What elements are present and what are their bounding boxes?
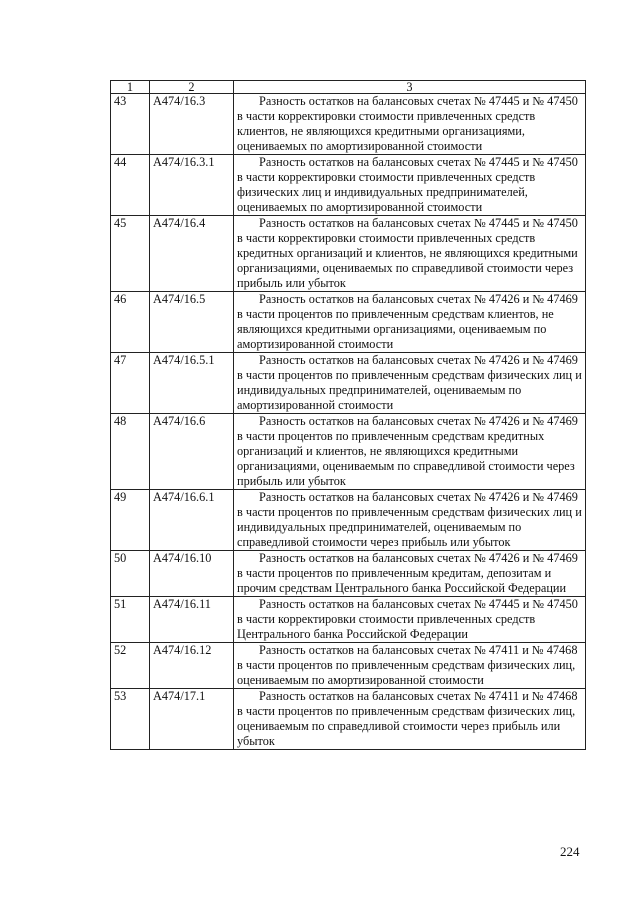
table-row bbox=[111, 414, 586, 490]
data-table bbox=[110, 80, 586, 750]
row-number: 45 bbox=[111, 216, 150, 292]
table-row bbox=[111, 490, 586, 551]
header-row bbox=[111, 81, 586, 94]
row-code: A474/16.6.1 bbox=[150, 490, 234, 551]
row-description: Разность остатков на балансовых счетах № 47445 и № 47450 в части корректировки стоимости привлеченных средств кредитных организаций и клиентов, не являющихся кредитными организациями, оцениваемых по справедливой стоимости через прибыль или убыток bbox=[234, 216, 586, 292]
row-number: 50 bbox=[111, 551, 150, 597]
page-number: 224 bbox=[560, 844, 580, 859]
column-header-1: 1 bbox=[111, 81, 150, 94]
table-row bbox=[111, 597, 586, 643]
table-row bbox=[111, 353, 586, 414]
row-code: A474/16.11 bbox=[150, 597, 234, 643]
row-number: 44 bbox=[111, 155, 150, 216]
row-description: Разность остатков на балансовых счетах № 47445 и № 47450 в части корректировки стоимости привлеченных средств клиентов, не являющихся кредитными организациями, оцениваемых по амортизированной стоимости bbox=[234, 94, 586, 155]
table-row bbox=[111, 643, 586, 689]
row-description: Разность остатков на балансовых счетах № 47426 и № 47469 в части процентов по привлеченным средствам физических лиц и индивидуальных предпринимателей, оцениваемым по справедливой стоимости через прибыль или убыток bbox=[234, 490, 586, 551]
row-code: A474/16.5 bbox=[150, 292, 234, 353]
row-code: A474/17.1 bbox=[150, 689, 234, 750]
row-number: 53 bbox=[111, 689, 150, 750]
row-code: A474/16.5.1 bbox=[150, 353, 234, 414]
row-description: Разность остатков на балансовых счетах № 47426 и № 47469 в части процентов по привлеченным средствам клиентов, не являющихся кредитными организациями, оцениваемым по амортизированной стоимости bbox=[234, 292, 586, 353]
column-header-3: 3 bbox=[234, 81, 586, 94]
table-row bbox=[111, 216, 586, 292]
row-code: A474/16.4 bbox=[150, 216, 234, 292]
row-number: 51 bbox=[111, 597, 150, 643]
row-description: Разность остатков на балансовых счетах № 47445 и № 47450 в части корректировки стоимости привлеченных средств Центрального банка Российской Федерации bbox=[234, 597, 586, 643]
table-row bbox=[111, 292, 586, 353]
row-number: 43 bbox=[111, 94, 150, 155]
row-code: A474/16.12 bbox=[150, 643, 234, 689]
row-code: A474/16.3 bbox=[150, 94, 234, 155]
row-description: Разность остатков на балансовых счетах № 47426 и № 47469 в части процентов по привлеченным средствам кредитных организаций и клиентов, не являющихся кредитными организациями, оцениваемым по справедливой стоимости через прибыль или убыток bbox=[234, 414, 586, 490]
row-description: Разность остатков на балансовых счетах № 47445 и № 47450 в части корректировки стоимости привлеченных средств физических лиц и индивидуальных предпринимателей, оцениваемых по амортизированной стоимости bbox=[234, 155, 586, 216]
row-number: 47 bbox=[111, 353, 150, 414]
row-description: Разность остатков на балансовых счетах № 47411 и № 47468 в части процентов по привлеченным средствам физических лиц, оцениваемым по амортизированной стоимости bbox=[234, 643, 586, 689]
row-code: A474/16.3.1 bbox=[150, 155, 234, 216]
row-description: Разность остатков на балансовых счетах № 47426 и № 47469 в части процентов по привлеченным кредитам, депозитам и прочим средствам Центрального банка Российской Федерации bbox=[234, 551, 586, 597]
row-description: Разность остатков на балансовых счетах № 47426 и № 47469 в части процентов по привлеченным средствам физических лиц и индивидуальных предпринимателей, оцениваемым по амортизированной стоимости bbox=[234, 353, 586, 414]
row-number: 52 bbox=[111, 643, 150, 689]
row-number: 48 bbox=[111, 414, 150, 490]
table-row bbox=[111, 689, 586, 750]
column-header-2: 2 bbox=[150, 81, 234, 94]
row-code: A474/16.10 bbox=[150, 551, 234, 597]
table-row bbox=[111, 155, 586, 216]
row-code: A474/16.6 bbox=[150, 414, 234, 490]
row-number: 46 bbox=[111, 292, 150, 353]
table-row bbox=[111, 551, 586, 597]
table-row bbox=[111, 94, 586, 155]
row-description: Разность остатков на балансовых счетах № 47411 и № 47468 в части процентов по привлеченным средствам физических лиц, оцениваемым по справедливой стоимости через прибыль или убыток bbox=[234, 689, 586, 750]
row-number: 49 bbox=[111, 490, 150, 551]
